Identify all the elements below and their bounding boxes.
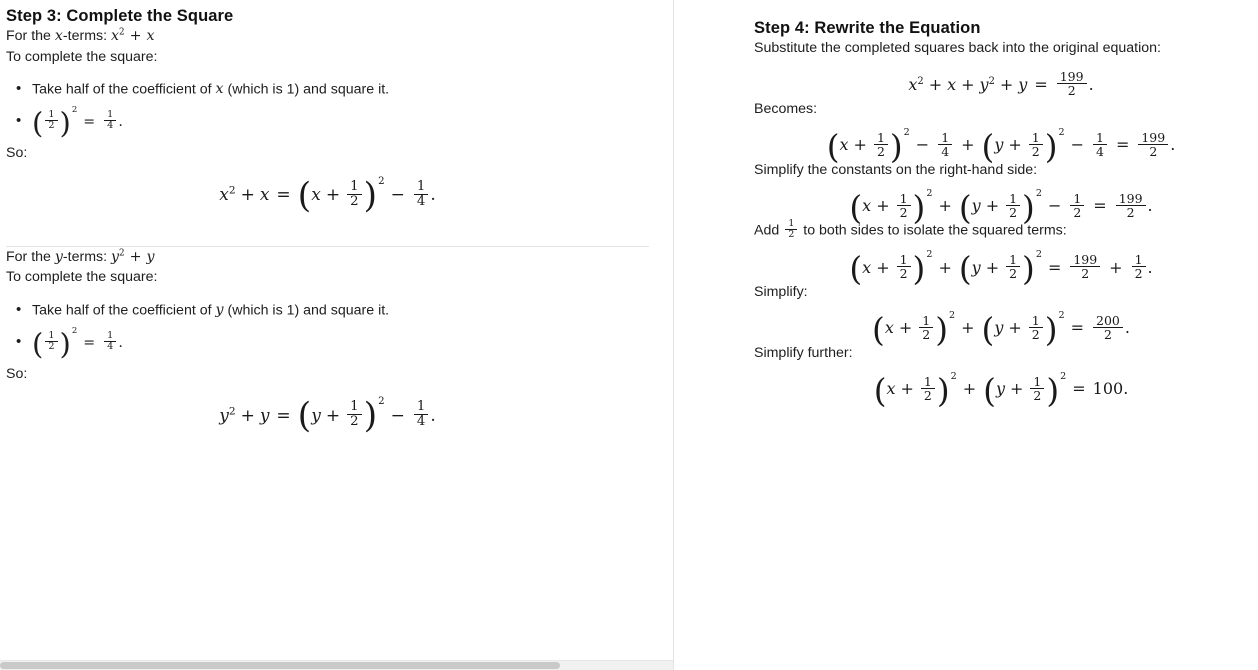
combined-equation: (x + $\frac{1}{2}$ )$^2$+ (y + $\frac{1}{2}$ )$^2$= $\frac{200}{2}$ . [872, 310, 1130, 349]
y-terms-heading-suffix: -terms: [62, 248, 111, 265]
y-so-label: So: [6, 366, 28, 383]
simplify-label: Simplify: [754, 283, 808, 300]
x-bullet-list [6, 79, 649, 140]
original-equation: $x^2 + x + y^2 + y$ = $\frac{199}{2}$ . [908, 69, 1094, 99]
y-completed-square-equation: $y^2 + y = (y$ + $\frac{1}{2}$ )$^2$− $\frac{1}{4}$ . [219, 396, 436, 437]
scrollbar-thumb[interactable] [0, 662, 560, 669]
step4-title: Step 4: Rewrite the Equation [754, 19, 981, 37]
x-completed-square-equation: $x^2 + x = (x$ + $\frac{1}{2}$ )$^2$− $\frac{1}{4}$ . [219, 175, 436, 216]
simplify-rhs-label: Simplify the constants on the right-hand side: [754, 161, 1038, 178]
becomes-equation: (x + $\frac{1}{2}$ )$^2$− $\frac{1}{4}$ + (y + $\frac{1}{2}$ )$^2$− $\frac{1}{4}$ = $\frac{199}{2}$ . [826, 127, 1176, 166]
list-item [32, 105, 649, 140]
list-item: • Take half of the coefficient of x (which is 1) and square it. [32, 79, 649, 101]
y-terms-heading-prefix: For the [6, 248, 55, 265]
y-half-squared-expression: ( $\frac{1}{2}$ )$^2$= $\frac{1}{4}$ . [32, 325, 123, 361]
simplified-rhs-equation: (x + $\frac{1}{2}$ )$^2$+ (y + $\frac{1}{2}$ )$^2$− $\frac{1}{2}$ = $\frac{199}{2}$ . [849, 187, 1153, 227]
add-half-fraction: $\frac{1}{2}$ [783, 220, 799, 241]
substitute-intro: Substitute the completed squares back into the original equation: [754, 40, 1161, 56]
x-half-squared-expression: ( $\frac{1}{2}$ )$^2$= $\frac{1}{4}$ . [32, 105, 123, 140]
simplify-further-label: Simplify further: [754, 344, 853, 361]
add-half-label [754, 220, 1248, 241]
y-var-glyph-bullet: y [215, 302, 224, 319]
x-var-glyph-bullet: x [215, 81, 224, 98]
y-complete-instruction: To complete the square: [6, 269, 158, 286]
added-half-equation: (x + $\frac{1}{2}$ )$^2$+ (y + $\frac{1}{2}$ )$^2$= $\frac{199}{2}$ + $\frac{1}{2}$ . [849, 249, 1153, 288]
list-item [32, 325, 649, 361]
y-terms-expression: $y^2 + y$ [110, 248, 155, 265]
x-complete-instruction: To complete the square: [6, 48, 158, 65]
x-terms-expression: $x^2 + x$ [110, 27, 155, 44]
add-half-label-pre: Add [754, 222, 784, 239]
y-terms-heading [6, 247, 649, 268]
x-terms-heading-suffix: -terms: [62, 28, 111, 45]
final-equation: (x + $\frac{1}{2}$ )$^2$+ (y + $\frac{1}{2}$ )$^2$= 100. [873, 370, 1129, 410]
step3-title: Step 3: Complete the Square [6, 7, 234, 25]
horizontal-scrollbar[interactable] [0, 660, 674, 670]
y-var-glyph: y [54, 248, 63, 265]
right-column [675, 0, 1258, 670]
list-item: • Take half of the coefficient of y (which is 1) and square it. [32, 300, 649, 322]
add-half-label-post: to both sides to isolate the squared terms: [799, 222, 1067, 239]
becomes-label: Becomes: [754, 100, 818, 117]
x-terms-heading-prefix: For the [6, 28, 55, 45]
x-var-glyph: x [54, 28, 63, 44]
y-bullet-list [6, 300, 649, 361]
x-terms-heading [6, 26, 649, 47]
x-so-label: So: [6, 145, 28, 162]
